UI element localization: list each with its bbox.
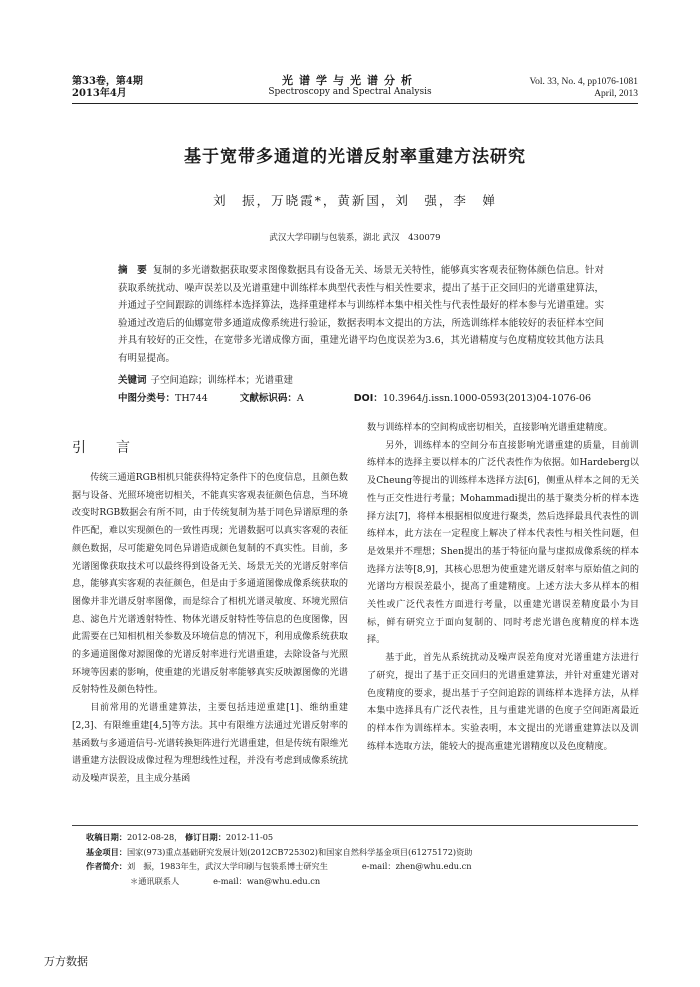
footnote-dates xyxy=(86,830,638,845)
revised-label: 修订日期： xyxy=(184,832,226,842)
citation-info xyxy=(529,76,638,100)
corresponding-email: e-mail：wan@whu.edu.cn xyxy=(213,875,321,886)
footnote-corresponding xyxy=(86,874,638,889)
paragraph: 传统三通道RGB相机只能获得特定条件下的色度信息，且颜色数据与设备、光照环境密切相关，不能真实客观表征颜色信息，当环境改变时RGB数据会有所不同，由于传统复制为基于同色异谱原理的条件匹配，难以实现颜色的一致性再现；光谱数据可以真实客观的表征颜色数据，尽可能避免同色异谱造成颜色复制的不真实性。目前，多光谱图像获取技术可以最终得到设备无关、场景无关的光谱反射率信息，能够真实客观的表征颜色，但是由于多通道图像成像系统获取的图像并非光谱反射率图像，而是综合了相机光谱灵敏度、环境光照信息、滤色片光谱透射特性、物体光谱反射特性等信息的色度图像，因此需要在已知相机相关参数及环境信息的情况下，利用成像系统获取的多通道图像对源图像的光谱反射率进行光谱重建，去除设备与光照环境等因素的影响，使重建的光谱反射率能够真实反映源图像的光谱反射特性及颜色特性。 xyxy=(72,473,348,696)
revised-date: 2012-11-05 xyxy=(225,832,274,842)
abstract-label: 摘 要 xyxy=(118,265,147,276)
keywords-label: 关键词 xyxy=(118,375,147,386)
body-column-right xyxy=(367,420,639,756)
footnote-fund xyxy=(86,845,638,860)
journal-name-cn: 光谱学与光谱分析 xyxy=(282,74,418,87)
issue-date: 2013年4月 xyxy=(72,88,127,99)
journal-name-en: Spectroscopy and Spectral Analysis xyxy=(268,87,432,97)
clc-value: TH744 xyxy=(175,393,208,404)
received-date: 2012-08-28， xyxy=(126,832,183,842)
paragraph: 数与训练样本的空间构成密切相关，直接影响光谱重建精度。 xyxy=(367,423,613,433)
volume-issue: 第33卷，第4期 xyxy=(72,76,143,87)
corresponding-label: ＊通讯联系人 xyxy=(130,875,180,886)
abstract xyxy=(118,262,604,368)
footnote-rule xyxy=(72,825,638,826)
affiliation: 武汉大学印刷与包装系，湖北 武汉 430079 xyxy=(269,233,441,243)
doc-code-value: A xyxy=(296,393,304,404)
doi-label: DOI： xyxy=(353,393,383,404)
watermark: 万方数据 xyxy=(44,955,88,968)
bio-email: e-mail：zhen@whu.edu.cn xyxy=(361,861,472,871)
body-column-left xyxy=(72,470,348,789)
section-heading-introduction: 引 言 xyxy=(72,440,138,456)
keywords-text: 子空间追踪；训练样本；光谱重建 xyxy=(150,375,294,386)
received-label: 收稿日期： xyxy=(86,832,127,842)
paragraph: 目前常用的光谱重建算法，主要包括违逆重建[1]、维纳重建[2,3]、有限维重建[4,5]等方法。其中有限维方法通过光谱反射率的基函数与多通道信号-光谱转换矩阵进行光谱重建，但是传统有限维光谱重建方法假设成像过程为理想线性过程，并没有考虑到成像系统扰动及噪声误差，且主成分基函 xyxy=(72,703,348,784)
paragraph: 另外，训练样本的空间分布直接影响光谱重建的质量，目前训练样本的选择主要以样本的广泛代表性作为依据。如Hardeberg以及Cheung等提出的训练样本选择方法[6]，侧重从样本之间的无关性与正交性进行考量；Mohammadi提出的基于聚类分析的样本选择方法[7]，将样本根据相似度进行聚类，然后选择最具代表性的训练样本，此方法在一定程度上解决了样本代表性与相关性问题，但是效果并不理想；Shen提出的基于特征向量与虚拟成像系统的样本选择方法等[8,9]，其核心思想为使重建光谱反射率与原始值之间的光谱均方根误差最小，提高了重建精度。上述方法大多从样本的相关性或广泛代表性方面进行考量，以重建光谱误差精度最小为目标，鲜有研究立于面向复制的、同时考虑光谱色度精度的样本选择。 xyxy=(367,440,639,646)
header-rule xyxy=(72,103,638,104)
date-en: April, 2013 xyxy=(594,89,638,99)
citation: Vol. 33, No. 4, pp1076-1081 xyxy=(529,77,638,87)
footnotes xyxy=(86,830,638,888)
clc-label: 中图分类号： xyxy=(118,393,176,404)
authors: 刘 振，万晓霞*，黄新国，刘 强，李 婵 xyxy=(213,193,497,208)
footnote-bio xyxy=(86,859,638,874)
doi-value: 10.3964/j.issn.1000-0593(2013)04-1076-06 xyxy=(382,393,592,404)
fund-text: 国家(973)重点基础研究发展计划(2012CB725302)和国家自然科学基金项目(61275172)资助 xyxy=(126,846,473,857)
fund-label: 基金项目： xyxy=(86,846,127,857)
doc-code-label: 文献标识码： xyxy=(239,393,297,404)
bio-text: 刘 振，1983年生，武汉大学印刷与包装系博士研究生 xyxy=(126,861,328,871)
journal-header xyxy=(230,74,470,98)
abstract-text: 复制的多光谱数据获取要求图像数据具有设备无关、场景无关特性，能够真实客观表征物体颜色信息。针对获取系统扰动、噪声误差以及光谱重建中训练样本典型代表性与相关性要求，提出了基于正交回归的光谱重建算法，并通过子空间跟踪的训练样本选择算法，选择重建样本与训练样本集中相关性与代表性最好的样本参与光谱重建。实验通过改造后的仙娜宽带多通道成像系统进行验证，数据表明本文提出的方法，所选训练样本能较好的表征样本空间并具有较好的正交性，在宽带多光谱成像方面，重建光谱平均色度误差为3.6，其光谱精度与色度精度较其他方法具有明显提高。 xyxy=(118,265,604,364)
paper-title: 基于宽带多通道的光谱反射率重建方法研究 xyxy=(184,147,526,167)
bio-label: 作者简介： xyxy=(86,861,127,871)
paragraph: 基于此，首先从系统扰动及噪声误差角度对光谱重建方法进行了研究，提出了基于正交回归的光谱重建算法，并针对重建光谱对色度精度的要求，提出基于子空间追踪的训练样本选择方法，从样本集中选择具有广泛代表性，且与重建光谱的色度子空间距离最近的样本作为训练样本。实验表明，本文提出的光谱重建算法以及训练样本选取方法，能较大的提高重建光谱精度以及色度精度。 xyxy=(367,653,639,752)
classification xyxy=(118,390,618,407)
issue-info xyxy=(72,76,143,100)
keywords xyxy=(118,372,604,389)
